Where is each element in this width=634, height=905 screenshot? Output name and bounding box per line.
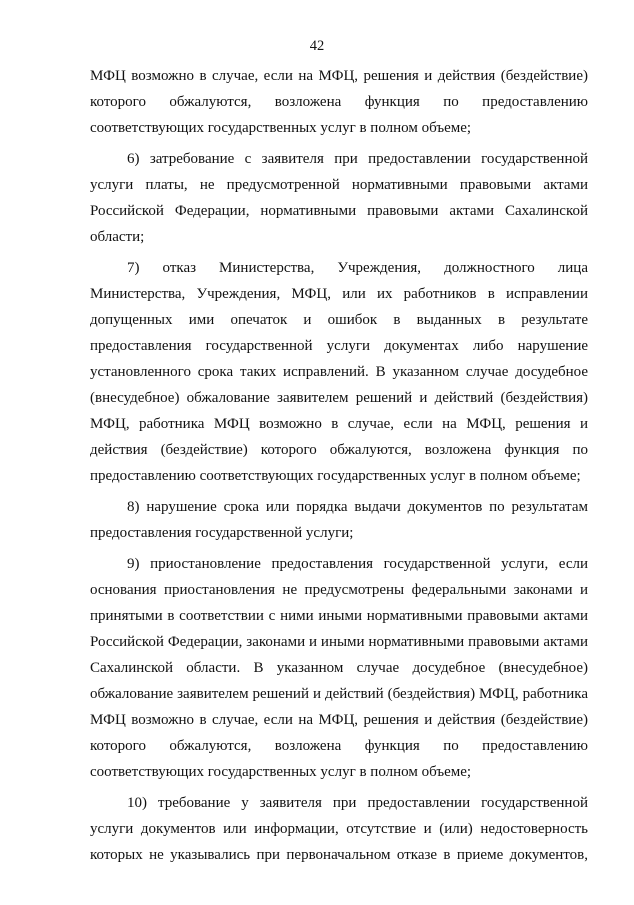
paragraph-continuation: МФЦ возможно в случае, если на МФЦ, решения и действия (бездействие) которого обжалуются, возложена функция по предоставлению соответствующих государственных услуг в полном объеме; <box>90 68 588 136</box>
paragraph-item-6: 6) затребование с заявителя при предоставлении государственной услуги платы, не предусмотренной нормативными правовыми актами Российской Федерации, нормативными правовыми актами Сахалинской области; <box>90 151 588 245</box>
paragraph-item-7: 7) отказ Министерства, Учреждения, должностного лица Министерства, Учреждения, МФЦ, или их работников в исправлении допущенных ими опечаток и ошибок в выданных в результате предоставления государственной услуги документах либо нарушение установленного срока таких исправлений. В указанном случае досудебное (внесудебное) обжалование заявителем решений и действий (бездействия) МФЦ, работника МФЦ возможно в случае, если на МФЦ, решения и действия (бездействие) которого обжалуются, возложена функция по предоставлению соответствующих государственных услуг в полном объеме; <box>90 260 588 484</box>
paragraph-item-10: 10) требование у заявителя при предоставлении государственной услуги документов или информации, отсутствие и (или) недостоверность которых не указывались при первоначальном отказе в приеме документов, <box>90 795 588 863</box>
document-body <box>90 63 588 873</box>
page-number: 42 <box>309 38 325 54</box>
paragraph-item-8: 8) нарушение срока или порядка выдачи документов по результатам предоставления государственной услуги; <box>90 499 588 541</box>
paragraph-item-9: 9) приостановление предоставления государственной услуги, если основания приостановления не предусмотрены федеральными законами и принятыми в соответствии с ними иными нормативными правовыми актами Российской Федерации, законами и иными нормативными правовыми актами Сахалинской области. В указанном случае досудебное (внесудебное) обжалование заявителем решений и действий (бездействия) МФЦ, работника МФЦ возможно в случае, если на МФЦ, решения и действия (бездействие) которого обжалуются, возложена функция по предоставлению соответствующих государственных услуг в полном объеме; <box>90 556 588 780</box>
